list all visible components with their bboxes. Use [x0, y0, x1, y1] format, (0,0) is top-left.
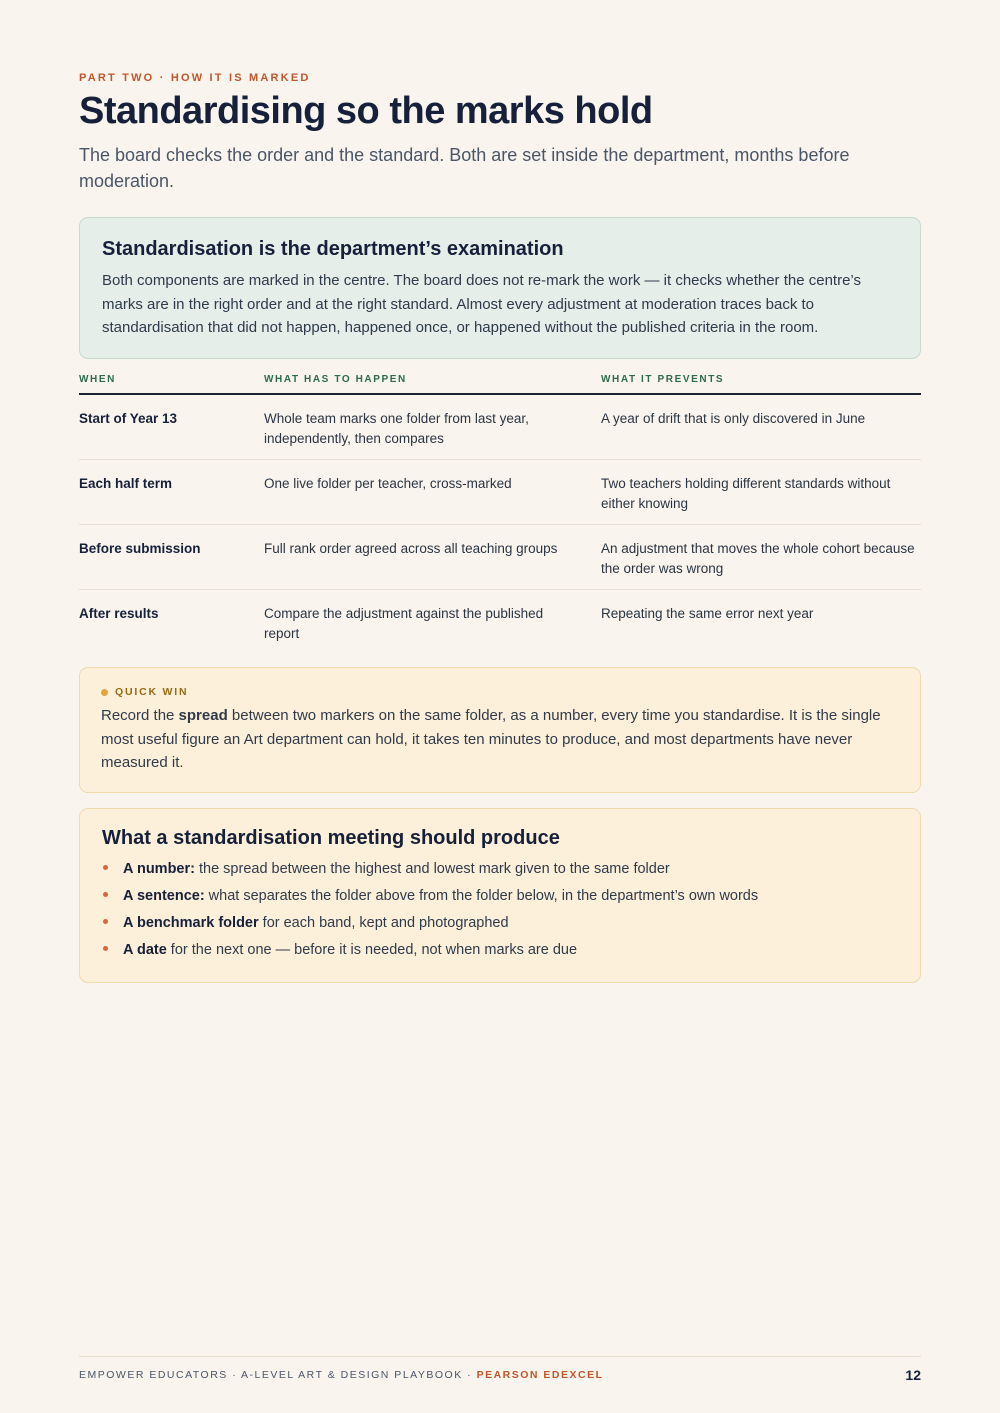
- table-row: [79, 590, 921, 655]
- footer-running-title: [79, 1369, 604, 1381]
- bullet-icon: [103, 919, 108, 924]
- bullet-icon: [103, 865, 108, 870]
- bullet-icon: [103, 946, 108, 951]
- footer-series: EMPOWER EDUCATORS · A-LEVEL ART & DESIGN PLAYBOOK ·: [79, 1369, 477, 1381]
- section-eyebrow: PART TWO · HOW IT IS MARKED: [79, 72, 311, 84]
- table-row: [79, 460, 921, 525]
- bullet-dot-icon: [101, 689, 108, 696]
- bullet-icon: [103, 892, 108, 897]
- meeting-output-list: [102, 856, 898, 964]
- list-item-text: for each band, kept and photographed: [258, 915, 509, 931]
- list-item-text: for the next one — before it is needed, not when marks are due: [166, 942, 578, 958]
- quick-win-text-end: between two markers on the same folder, as a number, every time you standardise. It is the single most useful figure an Art department can hold, it takes ten minutes to produce, and most departments have never measured it.: [101, 707, 881, 771]
- row-what: Compare the adjustment against the published report: [264, 606, 544, 641]
- quick-win-text-start: Record the: [101, 707, 179, 724]
- row-when: Before submission: [79, 541, 201, 556]
- list-item-bold: A date: [123, 942, 167, 958]
- quick-win-label: QUICK WIN: [115, 686, 189, 698]
- table-row: [79, 395, 921, 460]
- row-when: After results: [79, 606, 159, 621]
- meeting-output-title: What a standardisation meeting should produce: [102, 827, 560, 849]
- table-header: [79, 372, 921, 395]
- list-item: [102, 883, 898, 910]
- row-what: Full rank order agreed across all teaching groups: [264, 541, 558, 556]
- list-item-text: what separates the folder above from the folder below, in the department’s own words: [204, 888, 759, 904]
- header-prevents: WHAT IT PREVENTS: [601, 374, 725, 385]
- page-lede: The board checks the order and the standard. Both are set inside the department, months before moderation.: [79, 145, 850, 191]
- row-what: One live folder per teacher, cross-marked: [264, 476, 512, 491]
- quick-win-body: [101, 704, 899, 775]
- quick-win-callout: [79, 667, 921, 793]
- page-number: 12: [905, 1367, 921, 1383]
- page-footer: [79, 1356, 921, 1383]
- list-item-bold: A benchmark folder: [123, 915, 259, 931]
- quick-win-tag: [101, 686, 899, 698]
- footer-brand: PEARSON EDEXCEL: [476, 1369, 604, 1381]
- examination-card: [79, 217, 921, 359]
- list-item: [102, 910, 898, 937]
- list-item-bold: A sentence:: [123, 888, 205, 904]
- row-prevents: A year of drift that is only discovered in June: [601, 411, 866, 426]
- list-item: [102, 856, 898, 883]
- schedule-table: [79, 372, 921, 655]
- table-row: [79, 525, 921, 590]
- examination-card-body: Both components are marked in the centre. The board does not re-mark the work — it checks whether the centre’s marks are in the right order and at the right standard. Almost every adjustment at moderation traces back to standardisation that did not happen, happened once, or happened without the published criteria in the room.: [102, 272, 861, 336]
- list-item-bold: A number:: [123, 861, 195, 877]
- row-when: Each half term: [79, 476, 173, 491]
- header-what: WHAT HAS TO HAPPEN: [264, 374, 407, 385]
- row-when: Start of Year 13: [79, 411, 178, 426]
- row-prevents: Repeating the same error next year: [601, 606, 814, 621]
- row-what: Whole team marks one folder from last year, independently, then compares: [264, 411, 529, 446]
- examination-card-title: Standardisation is the department’s examination: [102, 238, 564, 260]
- list-item: [102, 937, 898, 964]
- list-item-text: the spread between the highest and lowest mark given to the same folder: [194, 861, 670, 877]
- meeting-output-card: [79, 808, 921, 983]
- row-prevents: An adjustment that moves the whole cohort because the order was wrong: [601, 541, 915, 576]
- row-prevents: Two teachers holding different standards without either knowing: [601, 476, 891, 511]
- quick-win-emphasis: spread: [178, 707, 228, 724]
- page-title: Standardising so the marks hold: [79, 90, 653, 132]
- header-when: WHEN: [79, 374, 116, 385]
